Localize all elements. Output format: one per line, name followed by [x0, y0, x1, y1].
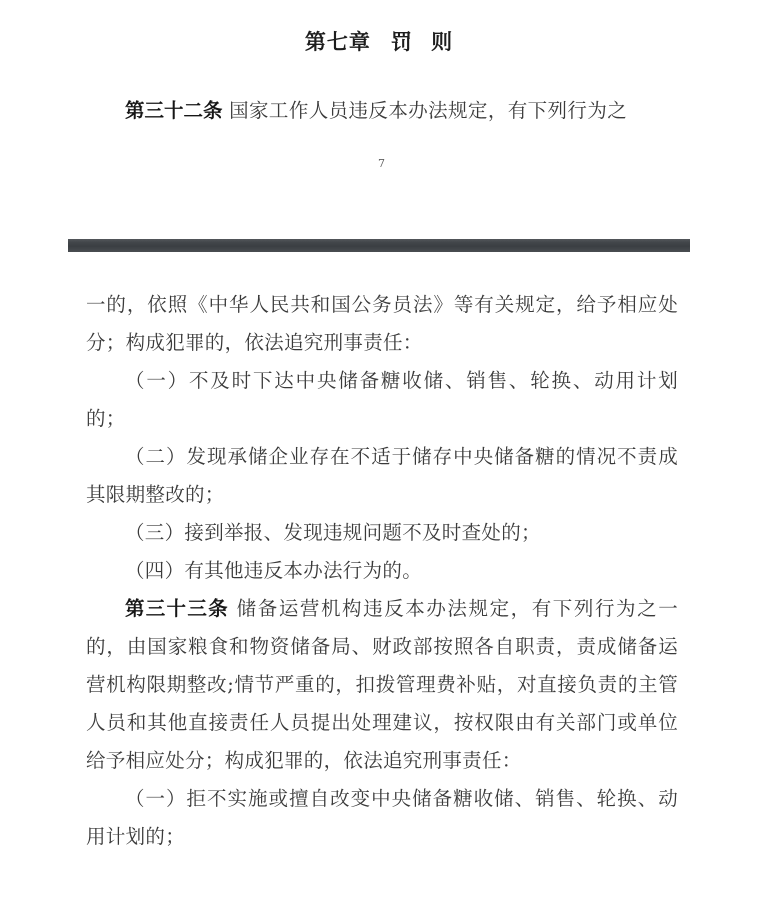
article-33-text: 储备运营机构违反本办法规定，有下列行为之一的，由国家粮食和物资储备局、财政部按照各自职责，责成储备运营机构限期整改;情节严重的，扣拨管理费补贴，对直接负责的主管人员和其他直接责任人员提出处理建议，按权限由有关部门或单位给予相应处分；构成犯罪的，依法追究刑事责任： — [86, 597, 678, 772]
article-33-item-1-text: （一）拒不实施或擅自改变中央储备糖收储、销售、轮换、动用计划的； — [86, 787, 678, 848]
article-32-item-3-text: （三）接到举报、发现违规问题不及时查处的； — [125, 521, 541, 544]
article-32-item-4-text: （四）有其他违反本办法行为的。 — [125, 559, 423, 582]
article-33-label: 第三十三条 — [125, 597, 229, 620]
article-32-opening-block — [86, 92, 678, 129]
article-32-item-1 — [86, 362, 678, 438]
page-fragment-main — [86, 286, 678, 856]
article-33-item-1 — [86, 780, 678, 856]
chapter-heading-title: 罚 则 — [390, 29, 459, 54]
article-32-continuation — [86, 286, 678, 362]
chapter-heading-number: 第七章 — [304, 29, 371, 54]
page-number: 7 — [378, 157, 385, 170]
article-32-item-2-text: （二）发现承储企业存在不适于储存中央储备糖的情况不责成其限期整改的； — [86, 445, 678, 506]
chapter-heading — [0, 0, 763, 56]
page-separator-bar — [68, 239, 690, 252]
article-32-item-2 — [86, 438, 678, 514]
article-32-opening-text: 国家工作人员违反本办法规定，有下列行为之 — [229, 99, 628, 122]
article-32-continuation-text: 一的，依照《中华人民共和国公务员法》等有关规定，给予相应处分；构成犯罪的，依法追究刑事责任： — [86, 293, 678, 354]
article-32-item-1-text: （一）不及时下达中央储备糖收储、销售、轮换、动用计划的； — [86, 369, 678, 430]
article-32-item-3 — [86, 514, 678, 552]
article-33 — [86, 590, 678, 780]
article-32-item-4 — [86, 552, 678, 590]
page-fragment-top — [0, 0, 763, 170]
article-32-opening-paragraph — [86, 92, 678, 129]
article-32-label: 第三十二条 — [125, 99, 223, 122]
